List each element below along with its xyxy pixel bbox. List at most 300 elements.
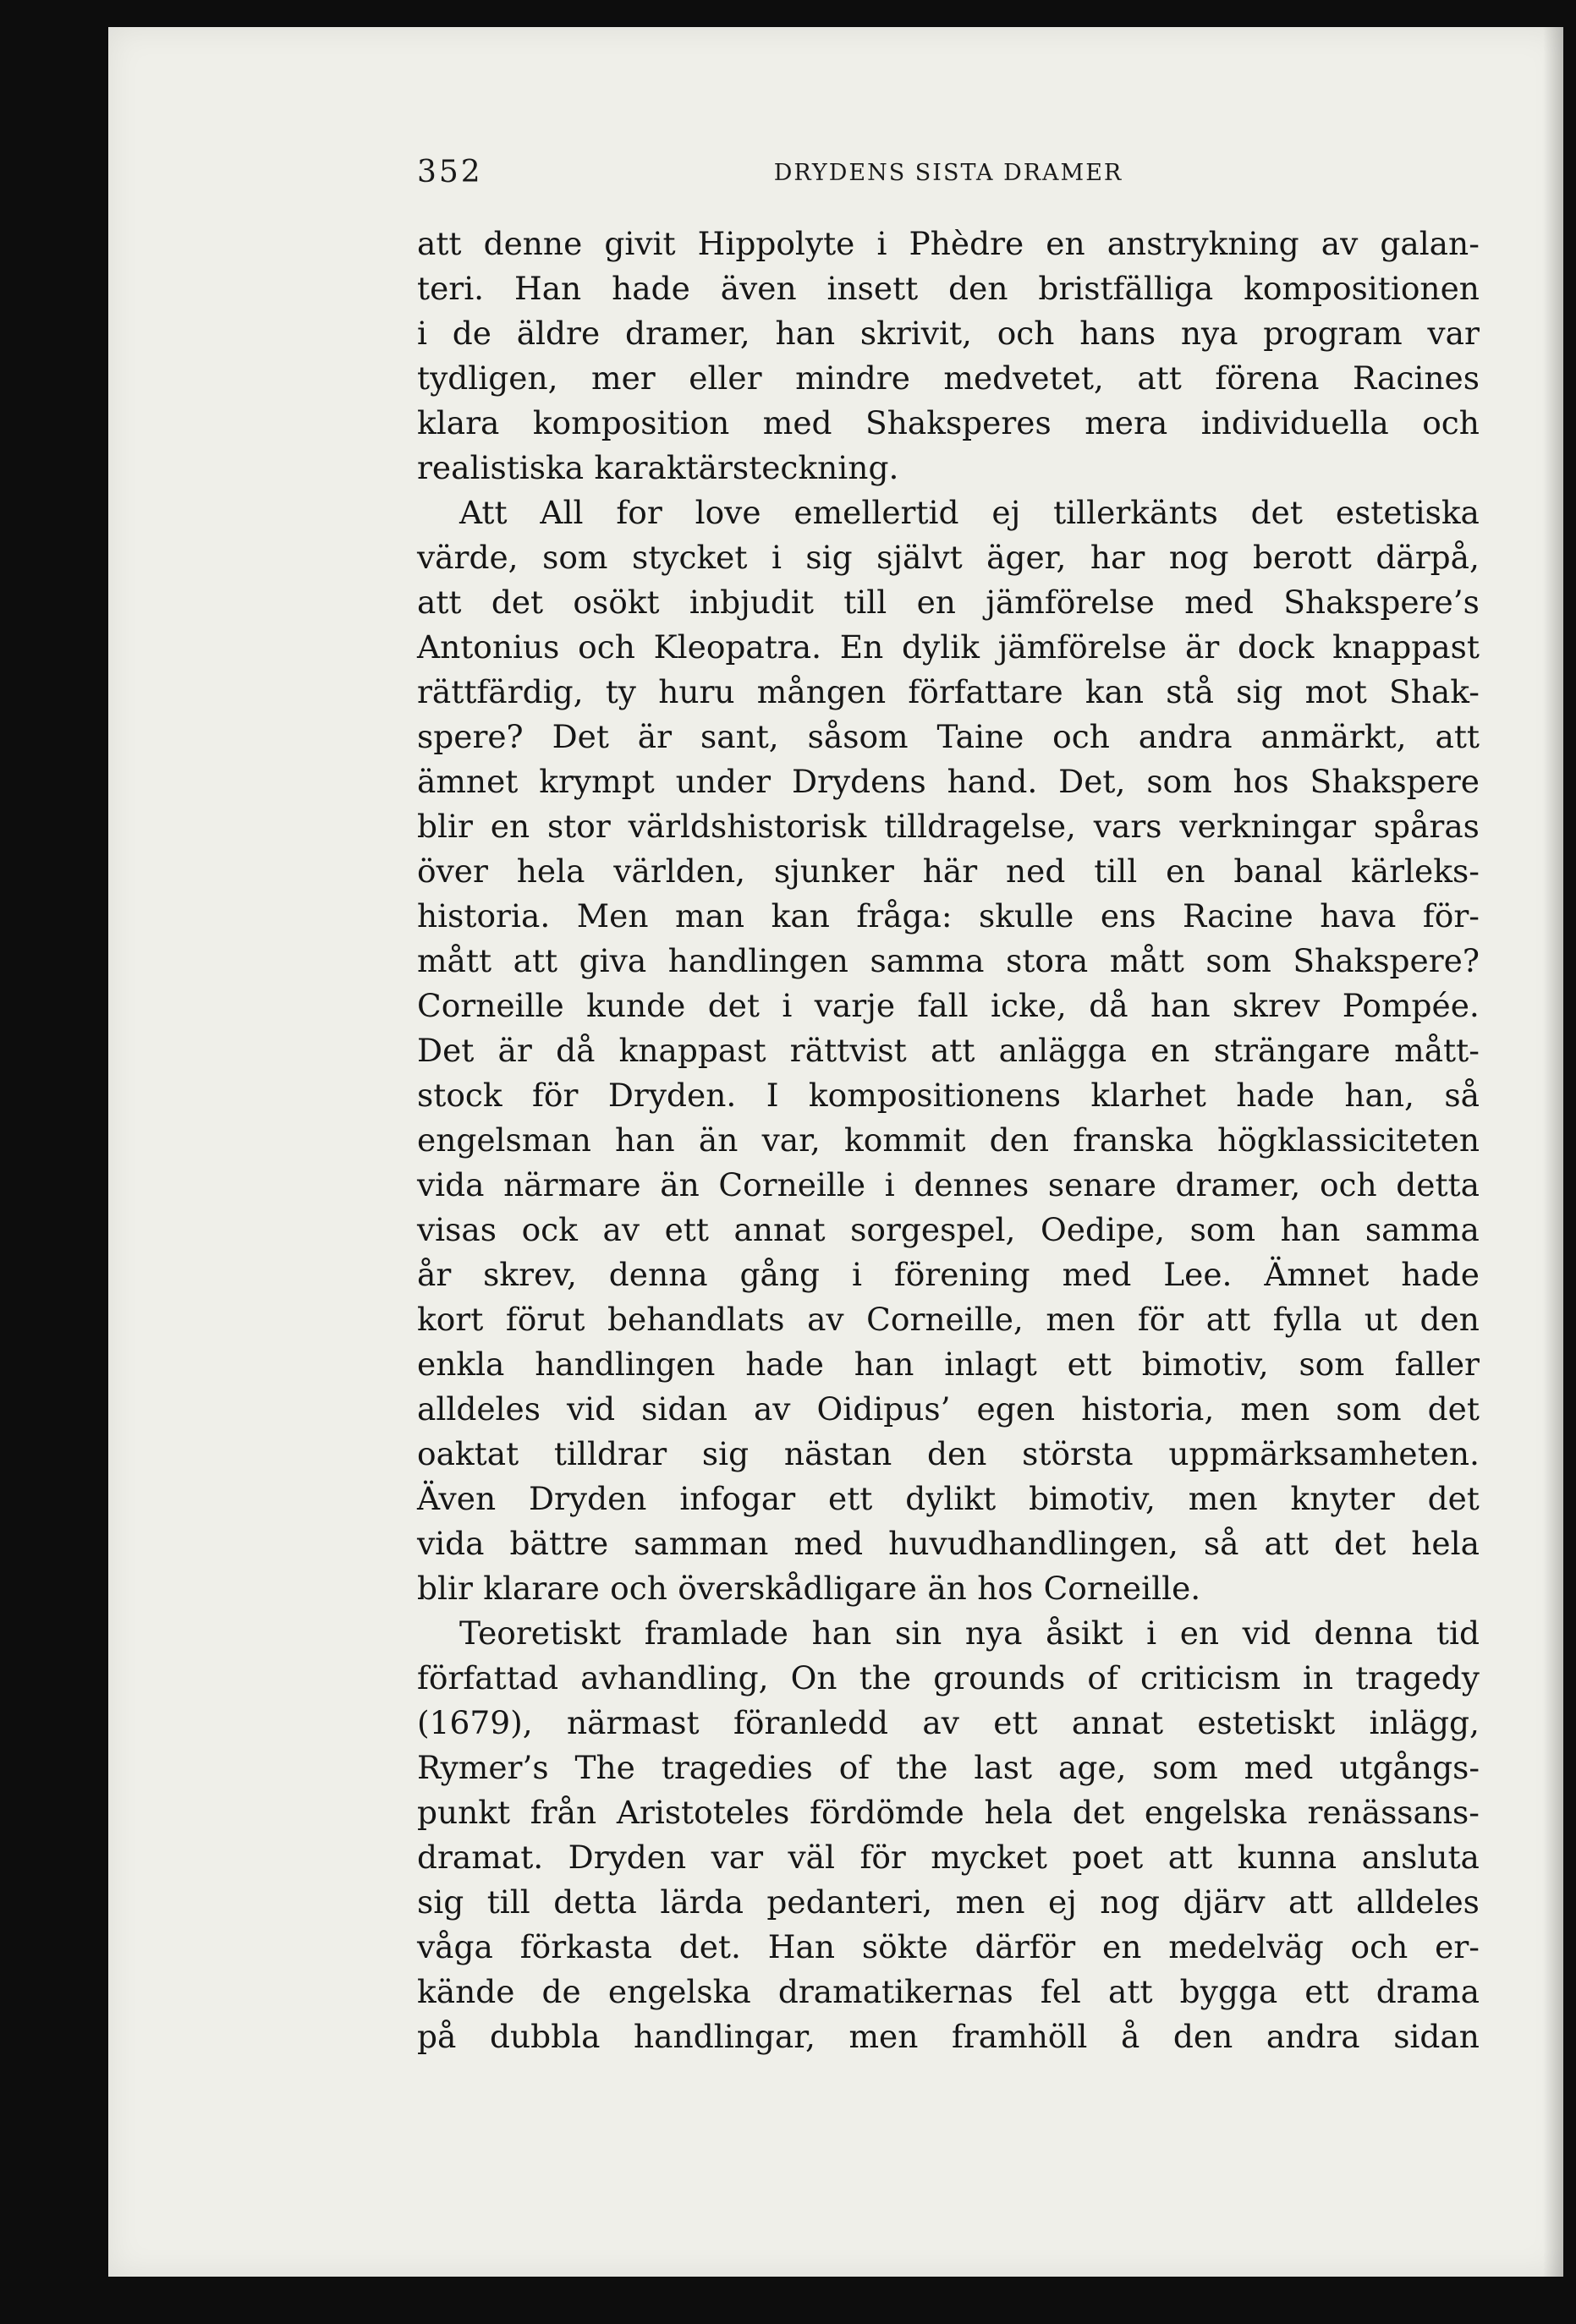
word: men: [1046, 1301, 1116, 1338]
text-line: [417, 446, 1480, 491]
word: individuella: [1200, 404, 1389, 441]
text-line: [417, 939, 1480, 984]
word: andra: [1266, 2018, 1360, 2055]
word: ett: [993, 1704, 1038, 1741]
word: vid: [566, 1390, 616, 1428]
word: nog: [1168, 539, 1229, 576]
text-line: [417, 356, 1480, 401]
word: värde,: [417, 539, 519, 576]
text-line: [417, 1163, 1480, 1208]
word: inbjudit: [689, 584, 814, 621]
word: framlade: [644, 1614, 788, 1652]
word: drama: [1376, 1973, 1480, 2010]
word: då: [556, 1032, 596, 1069]
word: avhandling,: [580, 1659, 769, 1696]
word: tilldragelse,: [884, 808, 1076, 845]
word: samma: [1365, 1211, 1480, 1248]
word: Corneille,: [866, 1301, 1024, 1338]
word: mera: [1085, 404, 1168, 441]
word: dylikt: [905, 1480, 997, 1517]
word: eller: [689, 359, 762, 397]
word: fråga:: [856, 897, 953, 935]
text-line: [417, 670, 1480, 715]
text-line: [417, 715, 1480, 759]
word: under: [675, 763, 772, 800]
word: här: [922, 852, 978, 890]
word: sig: [805, 539, 853, 576]
word: och: [1350, 1928, 1409, 1965]
word: tragedies: [661, 1749, 813, 1786]
word: i: [851, 1256, 862, 1293]
word: världshistorisk: [628, 808, 867, 845]
word: enkla: [417, 1346, 505, 1383]
word: dramatikernas: [777, 1973, 1013, 2010]
word: författare: [908, 673, 1063, 710]
word: Shakspere?: [1293, 942, 1480, 979]
word: kompositionens: [808, 1077, 1061, 1114]
word: En: [839, 628, 884, 666]
word: andra: [1138, 718, 1233, 755]
word: med: [1184, 584, 1254, 621]
text-line: [417, 491, 1480, 535]
word: ett: [1067, 1346, 1112, 1383]
word: visas: [417, 1211, 497, 1248]
word: en: [1179, 1614, 1220, 1652]
text-line: [417, 1028, 1480, 1073]
word: samman: [634, 1525, 769, 1562]
word: är: [637, 718, 673, 755]
word: Även: [417, 1480, 497, 1517]
word: handlingen: [667, 942, 848, 979]
word: kände: [417, 1973, 515, 2010]
text-line: [417, 401, 1480, 446]
word: knappast: [618, 1032, 766, 1069]
word: därför: [975, 1928, 1076, 1965]
word: författad: [417, 1659, 559, 1696]
word: att: [417, 225, 462, 262]
word: av: [807, 1301, 844, 1338]
text-line: [417, 1790, 1480, 1835]
word: förkasta: [519, 1928, 652, 1965]
word: Shaksperes: [865, 404, 1052, 441]
word: den: [989, 1121, 1050, 1159]
word: mindre: [795, 359, 910, 397]
word: age,: [1057, 1749, 1127, 1786]
word: spere?: [417, 718, 524, 755]
word: stora: [1006, 942, 1089, 979]
word: Racines: [1352, 359, 1480, 397]
word: men: [955, 1883, 1025, 1921]
word: knappast: [1332, 628, 1480, 666]
word: att: [1167, 1839, 1213, 1876]
word: ansluta: [1361, 1839, 1480, 1876]
word: Det: [552, 718, 609, 755]
word: klarhet: [1090, 1077, 1206, 1114]
word: sin: [894, 1614, 942, 1652]
text-line: [417, 1387, 1480, 1432]
word: stock: [417, 1077, 502, 1114]
text-line: [417, 1925, 1480, 1970]
word: men: [1188, 1480, 1258, 1517]
word: våga: [417, 1928, 493, 1965]
word: därpå,: [1376, 539, 1480, 576]
word: historia,: [1081, 1390, 1215, 1428]
text-line: [417, 1342, 1480, 1387]
word: skrev: [1233, 987, 1321, 1024]
word: mått: [1109, 942, 1184, 979]
word: dubbla: [489, 2018, 601, 2055]
word: gång: [739, 1256, 821, 1293]
word: att: [1137, 359, 1182, 397]
word: galan-: [1380, 225, 1480, 262]
word: giva: [579, 942, 647, 979]
text-line: [417, 580, 1480, 625]
word: att: [1435, 718, 1480, 755]
word: bättre: [509, 1525, 609, 1562]
word: Lee.: [1163, 1256, 1233, 1293]
word: fel: [1040, 1973, 1081, 2010]
word: stor: [546, 808, 611, 845]
text-line: [417, 1835, 1480, 1880]
word: med: [793, 1525, 864, 1562]
word: föranledd: [733, 1704, 889, 1741]
word: oaktat: [417, 1435, 519, 1472]
word: renässans-: [1307, 1794, 1480, 1831]
word: så: [1203, 1525, 1239, 1562]
word: mått-: [1394, 1032, 1480, 1069]
word: Pompée.: [1342, 987, 1480, 1024]
word: denna: [1314, 1614, 1414, 1652]
word: Han: [767, 1928, 835, 1965]
word: bygga: [1179, 1973, 1278, 2010]
word: än: [927, 1570, 967, 1607]
text-line: [417, 1073, 1480, 1118]
word: detta: [1396, 1166, 1480, 1203]
word: the: [859, 1659, 912, 1696]
word: hela: [1411, 1525, 1480, 1562]
word: i: [771, 539, 782, 576]
word: det.: [678, 1928, 741, 1965]
word: Hippolyte: [697, 225, 855, 262]
word: kommit: [844, 1121, 966, 1159]
word: mer: [591, 359, 656, 397]
word: hos: [977, 1570, 1034, 1607]
word: huvudhandlingen,: [888, 1525, 1178, 1562]
word: med: [1244, 1749, 1314, 1786]
word: närmare: [503, 1166, 641, 1203]
word: Kleopatra.: [653, 628, 822, 666]
word: givit: [604, 225, 676, 262]
word: denne: [483, 225, 583, 262]
word: för-: [1422, 897, 1480, 935]
word: punkt: [417, 1794, 511, 1831]
word: skrivit,: [859, 315, 972, 352]
word: spåras: [1373, 808, 1480, 845]
word: väl: [788, 1839, 836, 1876]
word: än: [660, 1166, 700, 1203]
word: faller: [1394, 1346, 1480, 1383]
word: inlägg,: [1369, 1704, 1480, 1741]
text-line: [417, 266, 1480, 311]
word: handlingar,: [634, 2018, 815, 2055]
word: klarare: [483, 1570, 600, 1607]
word: såsom: [807, 718, 909, 755]
word: anmärkt,: [1260, 718, 1407, 755]
word: i: [876, 225, 887, 262]
word: fördömde: [810, 1794, 964, 1831]
word: Rymer’s: [417, 1749, 549, 1786]
word: grounds: [933, 1659, 1066, 1696]
word: fall: [917, 987, 969, 1024]
word: sorgespel,: [850, 1211, 1016, 1248]
word: er-: [1435, 1928, 1480, 1965]
word: engelska: [607, 1973, 751, 2010]
word: han: [1280, 1211, 1341, 1248]
word: över: [417, 852, 488, 890]
word: dylik: [902, 628, 980, 666]
word: mången: [756, 673, 887, 710]
word: hans: [1079, 315, 1156, 352]
word: rättfärdig,: [417, 673, 584, 710]
word: han,: [1344, 1077, 1414, 1114]
word: ock: [521, 1211, 578, 1248]
text-line: [417, 849, 1480, 894]
page-header: [417, 155, 1480, 197]
word: ned: [1006, 852, 1066, 890]
word: han: [1150, 987, 1211, 1024]
word: last: [974, 1749, 1033, 1786]
word: det: [707, 987, 760, 1024]
word: hos: [1233, 763, 1289, 800]
word: engelsman: [417, 1121, 591, 1159]
word: Oidipus’: [816, 1390, 951, 1428]
word: banal: [1233, 852, 1323, 890]
word: On: [790, 1659, 837, 1696]
word: realistiska: [417, 449, 585, 486]
word: jämförelse: [986, 584, 1155, 621]
word: Teoretiskt: [459, 1614, 622, 1652]
word: att: [1205, 1301, 1251, 1338]
word: mycket: [931, 1839, 1047, 1876]
word: Taine: [936, 718, 1024, 755]
word: Men: [576, 897, 649, 935]
word: dramer,: [1175, 1166, 1301, 1203]
word: kan: [771, 897, 830, 935]
word: Antonius: [417, 628, 560, 666]
word: Racine: [1182, 897, 1293, 935]
word: hava: [1320, 897, 1397, 935]
word: till: [843, 584, 887, 621]
word: historia.: [417, 897, 551, 935]
word: självt: [876, 539, 963, 576]
body-text: [417, 222, 1480, 2059]
word: kort: [417, 1301, 484, 1338]
word: och: [1052, 718, 1110, 755]
word: inlagt: [944, 1346, 1037, 1383]
word: hade: [612, 270, 690, 307]
word: medvetet,: [943, 359, 1104, 397]
word: kan: [1085, 673, 1145, 710]
word: han: [811, 1614, 872, 1652]
text-line: [417, 1252, 1480, 1297]
text-line: [417, 311, 1480, 356]
word: men: [1240, 1390, 1310, 1428]
text-line: [417, 1521, 1480, 1566]
word: Oedipe,: [1041, 1211, 1166, 1248]
word: vida: [417, 1166, 485, 1203]
word: det: [1427, 1480, 1480, 1517]
word: överskådligare: [678, 1570, 917, 1607]
word: for: [616, 494, 662, 531]
word: dramat.: [417, 1839, 544, 1876]
word: och: [997, 315, 1055, 352]
word: kärleks-: [1351, 852, 1480, 890]
word: dennes: [914, 1166, 1030, 1203]
word: förening: [893, 1256, 1030, 1293]
word: egen: [976, 1390, 1056, 1428]
word: högklassiciteten: [1217, 1121, 1480, 1159]
word: den: [927, 1435, 987, 1472]
word: det: [491, 584, 544, 621]
word: att: [513, 942, 558, 979]
word: krympt: [539, 763, 655, 800]
word: av: [1321, 225, 1359, 262]
word: sidan: [641, 1390, 728, 1428]
word: ett: [828, 1480, 873, 1517]
word: The: [574, 1749, 635, 1786]
word: äldre: [516, 315, 601, 352]
word: dramer,: [624, 315, 750, 352]
word: av: [753, 1390, 791, 1428]
word: största: [1022, 1435, 1134, 1472]
word: den: [1172, 2018, 1233, 2055]
word: I: [766, 1077, 779, 1114]
word: tillerkänts: [1053, 494, 1218, 531]
text-line: [417, 1880, 1480, 1925]
word: åsikt: [1046, 1614, 1123, 1652]
word: skulle: [979, 897, 1074, 935]
word: anstrykning: [1106, 225, 1299, 262]
word: bimotiv,: [1141, 1346, 1269, 1383]
word: Att: [459, 494, 508, 531]
word: med: [1062, 1256, 1132, 1293]
word: icke,: [991, 987, 1067, 1024]
word: som: [1205, 942, 1271, 979]
word: uppmärksamheten.: [1168, 1435, 1480, 1472]
word: tragedy: [1355, 1659, 1480, 1696]
text-line: [417, 1432, 1480, 1477]
word: engelska: [1144, 1794, 1288, 1831]
word: var,: [761, 1121, 821, 1159]
word: Aristoteles: [616, 1794, 790, 1831]
word: alldeles: [417, 1390, 541, 1428]
word: medelväg: [1168, 1928, 1324, 1965]
word: All: [540, 494, 584, 531]
word: å: [1120, 2018, 1140, 2055]
text-line: [417, 1701, 1480, 1746]
word: äger,: [986, 539, 1067, 576]
word: klara: [417, 404, 500, 441]
word: vid: [1242, 1614, 1291, 1652]
word: Ämnet: [1264, 1256, 1370, 1293]
word: men: [848, 2018, 919, 2055]
word: som: [542, 539, 608, 576]
word: skrev,: [483, 1256, 577, 1293]
word: en: [1046, 225, 1085, 262]
word: på: [417, 2018, 457, 2055]
word: Corneille.: [1043, 1570, 1201, 1607]
word: som: [1189, 1211, 1256, 1248]
word: han: [615, 1121, 675, 1159]
word: rättvist: [789, 1032, 907, 1069]
word: man: [675, 897, 745, 935]
running-title: DRYDENS SISTA DRAMER: [773, 160, 1123, 186]
word: bristfälliga: [1038, 270, 1214, 307]
word: blir: [417, 1570, 473, 1607]
word: för: [859, 1839, 906, 1876]
word: nya: [1180, 315, 1238, 352]
word: och: [578, 628, 635, 666]
word: sjunker: [773, 852, 894, 890]
word: en: [916, 584, 956, 621]
word: utgångs-: [1339, 1749, 1480, 1786]
word: in: [1302, 1659, 1334, 1696]
word: hela: [516, 852, 585, 890]
word: i: [1146, 1614, 1157, 1652]
word: senare: [1047, 1166, 1156, 1203]
word: program: [1263, 315, 1403, 352]
word: att: [1108, 1973, 1153, 2010]
word: (1679),: [417, 1704, 533, 1741]
text-line: [417, 1746, 1480, 1790]
word: han: [775, 315, 836, 352]
word: handlingen: [535, 1346, 716, 1383]
word: stycket: [631, 539, 748, 576]
word: vida: [417, 1525, 485, 1562]
word: tid: [1436, 1614, 1480, 1652]
text-line: [417, 2014, 1480, 2059]
text-line: [417, 1611, 1480, 1656]
word: ut: [1364, 1301, 1398, 1338]
word: Shakspere: [1310, 763, 1480, 800]
word: denna: [608, 1256, 708, 1293]
word: att: [930, 1032, 975, 1069]
text-line: [417, 804, 1480, 849]
word: blir: [417, 808, 473, 845]
word: det: [1072, 1794, 1125, 1831]
word: lärda: [660, 1883, 744, 1921]
word: framhöll: [951, 2018, 1088, 2055]
word: i: [884, 1166, 895, 1203]
word: annat: [1071, 1704, 1164, 1741]
word: estetiska: [1335, 494, 1480, 531]
word: världen,: [613, 852, 746, 890]
word: ej: [991, 494, 1021, 531]
word: även: [720, 270, 797, 307]
word: än: [698, 1121, 739, 1159]
word: som: [1299, 1346, 1365, 1383]
word: den: [948, 270, 1008, 307]
text-line: [417, 222, 1480, 266]
text-line: [417, 1118, 1480, 1163]
word: Drydens: [791, 763, 926, 800]
text-line: [417, 625, 1480, 670]
word: sig: [701, 1435, 750, 1472]
word: djärv: [1183, 1883, 1266, 1921]
word: kompositionen: [1244, 270, 1480, 307]
word: i: [782, 987, 793, 1024]
word: hade: [745, 1346, 824, 1383]
